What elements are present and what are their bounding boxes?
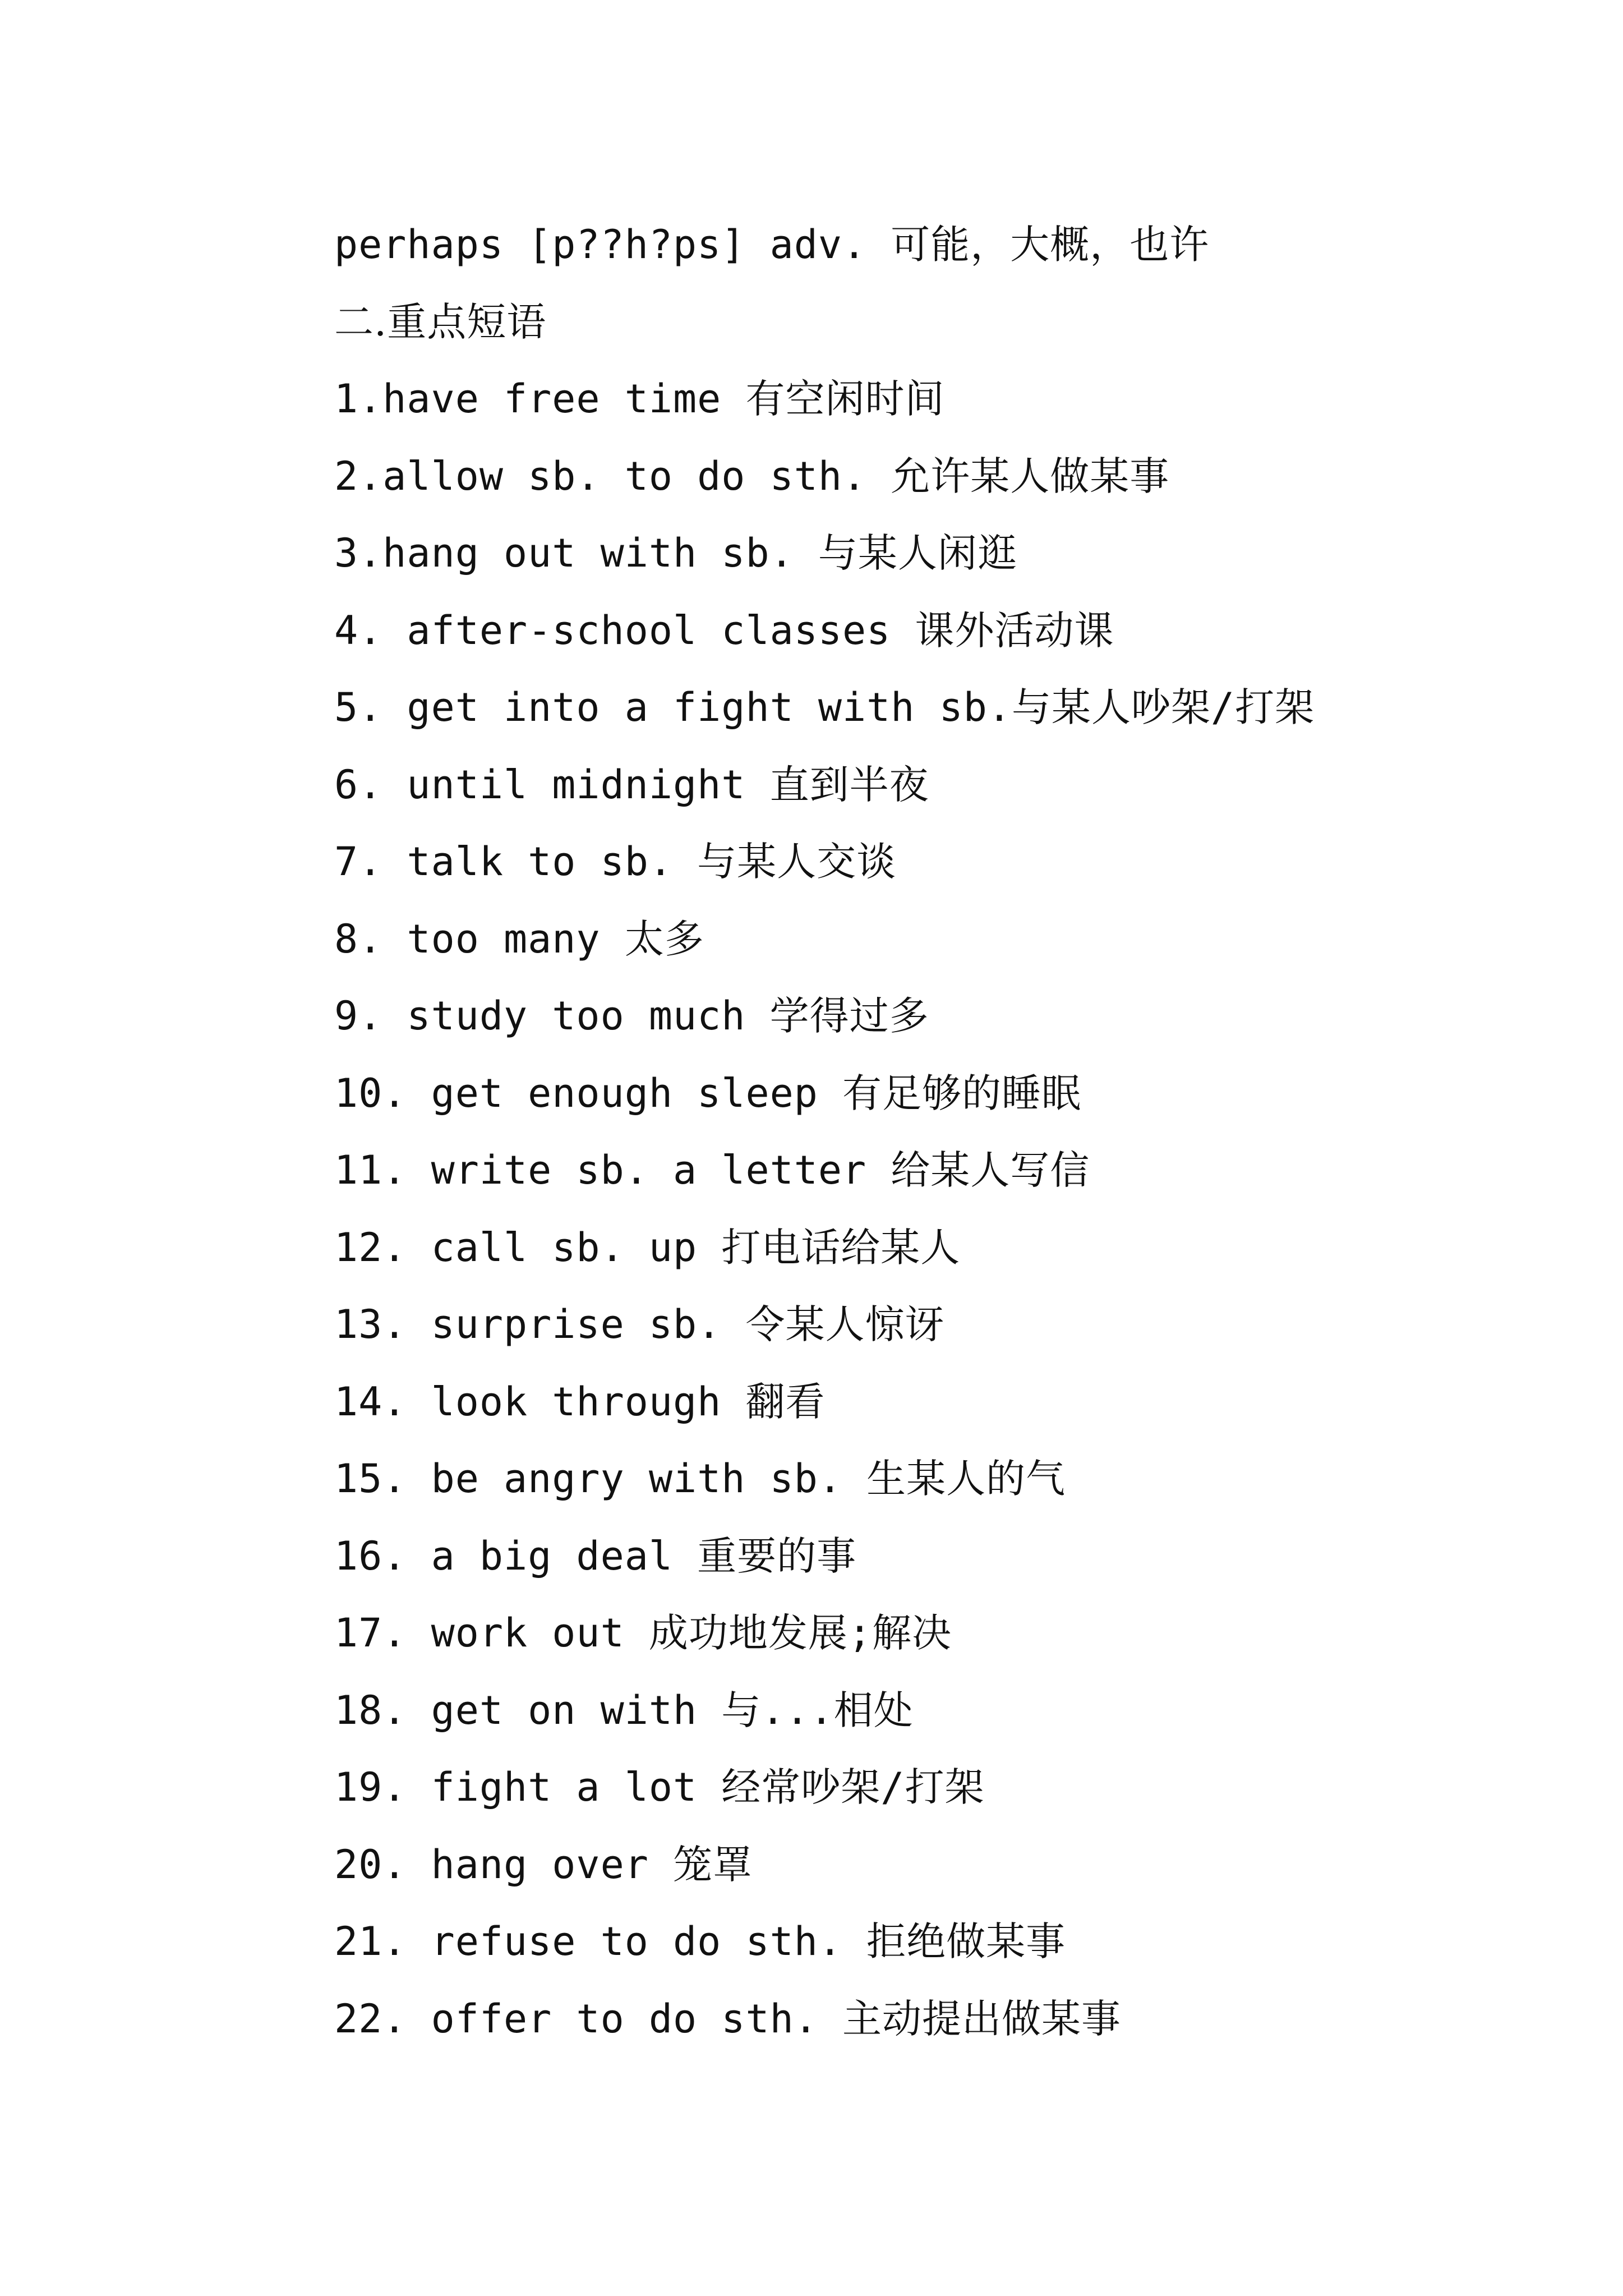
phrase-item: 16. a big deal 重要的事 <box>334 1533 857 1579</box>
phrase-item: 18. get on with 与...相处 <box>334 1687 914 1733</box>
phrase-item: 1.have free time 有空闲时间 <box>334 376 945 422</box>
phrase-item: 12. call sb. up 打电话给某人 <box>334 1224 961 1271</box>
phrase-item: 8. too many 太多 <box>334 915 704 962</box>
phrase-item: 13. surprise sb. 令某人惊讶 <box>334 1301 945 1347</box>
phrase-item: 14. look through 翻看 <box>334 1378 826 1425</box>
phrase-item: 15. be angry with sb. 生某人的气 <box>334 1456 1066 1502</box>
vocabulary-entry-perhaps: perhaps [p??h?ps] adv. 可能，大概，也许 <box>334 222 1210 268</box>
phrase-item: 3.hang out with sb. 与某人闲逛 <box>334 530 1017 576</box>
phrase-item: 19. fight a lot 经常吵架/打架 <box>334 1764 985 1810</box>
phrase-item: 21. refuse to do sth. 拒绝做某事 <box>334 1918 1066 1964</box>
phrase-item: 5. get into a fight with sb.与某人吵架/打架 <box>334 684 1315 730</box>
phrase-item: 7. talk to sb. 与某人交谈 <box>334 839 897 885</box>
phrase-item: 20. hang over 笼罩 <box>334 1841 753 1888</box>
phrase-item: 17. work out 成功地发展;解决 <box>334 1610 952 1656</box>
phrase-item: 2.allow sb. to do sth. 允许某人做某事 <box>334 453 1170 499</box>
phrase-item: 9. study too much 学得过多 <box>334 993 929 1039</box>
phrase-item: 22. offer to do sth. 主动提出做某事 <box>334 1995 1122 2042</box>
phrase-item: 10. get enough sleep 有足够的睡眠 <box>334 1070 1082 1116</box>
phrase-item: 11. write sb. a letter 给某人写信 <box>334 1147 1090 1193</box>
document-content <box>334 218 1484 2069</box>
section-heading-key-phrases: 二.重点短语 <box>334 298 547 345</box>
phrase-item: 4. after-school classes 课外活动课 <box>334 607 1114 654</box>
phrase-item: 6. until midnight 直到半夜 <box>334 761 929 808</box>
